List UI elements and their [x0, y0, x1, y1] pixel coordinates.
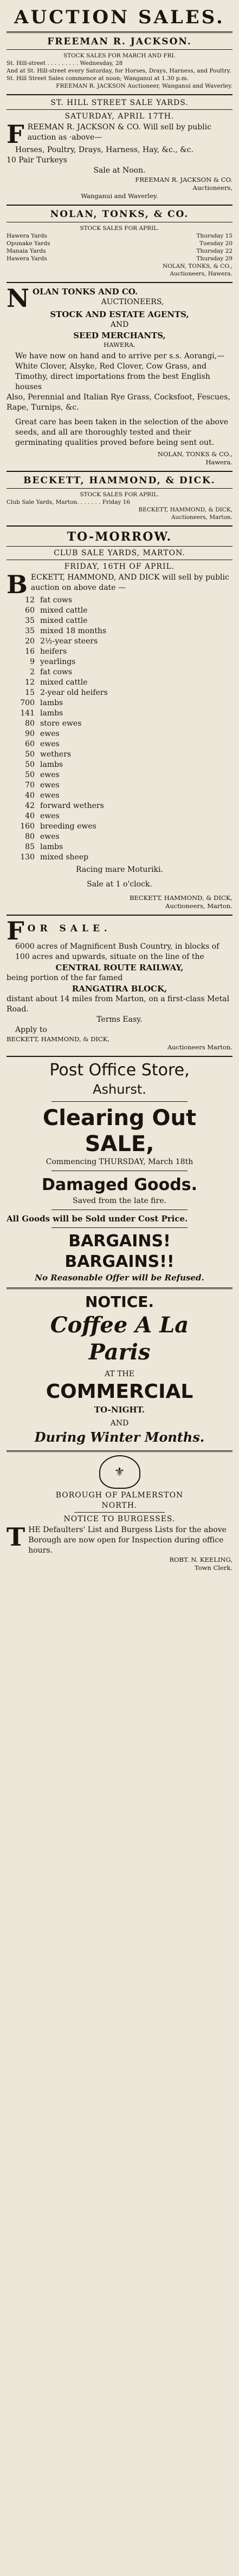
- ad-signature: ROBT. N. KEELING,: [169, 1556, 232, 1563]
- livestock-item: [7, 852, 232, 863]
- livestock-item: [7, 606, 232, 616]
- livestock-description: ewes: [40, 791, 60, 800]
- divider: [7, 488, 232, 489]
- livestock-item: [7, 822, 232, 832]
- day: Thursday 15: [196, 233, 232, 239]
- livestock-count: 42: [25, 801, 35, 810]
- drop-cap: T: [7, 1522, 25, 1552]
- livestock-description: fat cows: [40, 596, 73, 604]
- divider: [7, 915, 232, 916]
- livestock-description: mixed 18 months: [40, 627, 107, 635]
- ad-headline: Damaged Goods.: [42, 1175, 197, 1194]
- ad-heading: NOLAN, TONKS, & CO.: [50, 209, 189, 220]
- place: Hawera Yards: [7, 233, 47, 239]
- livestock-description: lambs: [40, 709, 63, 718]
- ad-intro: [7, 1522, 232, 1556]
- beckett-stock-ad: [7, 475, 232, 521]
- livestock-item: [7, 595, 232, 606]
- ad-signature: Auctioneers, Hawera.: [170, 271, 232, 277]
- livestock-description: breeding ewes: [40, 822, 96, 831]
- divider: [7, 525, 232, 527]
- sthill-ad: [7, 98, 232, 200]
- ad-headline: COMMERCIAL: [46, 1381, 193, 1403]
- ad-headline: BARGAINS!: [68, 1232, 171, 1251]
- page-title: AUCTION SALES.: [14, 6, 225, 28]
- ad-heading: FREEMAN R. JACKSON.: [47, 36, 192, 47]
- ad-signature: BECKETT, HAMMOND, & DICK,: [7, 1035, 110, 1043]
- schedule-row: [7, 255, 232, 262]
- ad-text: 10 Pair Turkeys: [7, 156, 67, 165]
- divider: [7, 31, 232, 33]
- ad-text: White Clover, Alsyke, Red Clover, Cow Grass, and Timothy, direct importations from the best English houses: [15, 362, 210, 391]
- livestock-count: 16: [25, 647, 35, 656]
- ad-sale-time: Sale at Noon.: [93, 166, 146, 175]
- place: Opunake Yards: [7, 240, 50, 247]
- livestock-description: heifers: [40, 647, 67, 656]
- divider: [7, 49, 232, 50]
- livestock-count: 141: [20, 709, 35, 718]
- nolan-seed-ad: [7, 286, 232, 466]
- ad-title-block: [7, 284, 232, 313]
- livestock-count: 50: [25, 750, 35, 759]
- ad-title: AND: [110, 320, 129, 329]
- livestock-description: lambs: [40, 760, 63, 769]
- divider: [7, 546, 232, 547]
- livestock-count: 40: [25, 812, 35, 820]
- schedule-row: [7, 247, 232, 255]
- livestock-item: [7, 719, 232, 729]
- livestock-description: ewes: [40, 812, 60, 820]
- ad-headline: Coffee A La: [50, 1312, 189, 1338]
- ad-place: Ashurst.: [93, 1082, 146, 1097]
- divider: [7, 94, 232, 95]
- livestock-description: yearlings: [40, 658, 76, 666]
- ad-text: St. Hill-street . . . . . . . . . Wednesday, 28: [7, 60, 123, 67]
- livestock-item: [7, 729, 232, 739]
- livestock-item: [7, 780, 232, 791]
- ad-text: Apply to: [15, 1026, 47, 1034]
- livestock-count: 90: [25, 730, 35, 738]
- ad-title: STOCK AND ESTATE AGENTS,: [50, 310, 189, 319]
- drop-cap: F: [7, 916, 24, 945]
- ad-signature: Auctioneers,: [192, 184, 232, 192]
- livestock-description: ewes: [40, 730, 60, 738]
- livestock-description: ewes: [40, 771, 60, 779]
- ad-text: Club Sale Yards, Marton. . . . . . . Friday 16: [7, 499, 131, 505]
- livestock-count: 2: [30, 668, 35, 676]
- ad-emphasis: CENTRAL ROUTE RAILWAY,: [55, 963, 184, 972]
- livestock-count: 20: [25, 637, 35, 646]
- livestock-item: [7, 678, 232, 688]
- drop-cap: B: [7, 570, 28, 599]
- ad-place: HAWERA.: [104, 341, 135, 349]
- ad-heading: BECKETT, HAMMOND, & DICK.: [23, 475, 216, 486]
- ad-signature: Auctioneers, Marton.: [171, 514, 232, 521]
- ad-signature: Hawera.: [205, 458, 232, 466]
- borough-seal-icon: ⚜: [99, 1455, 140, 1489]
- livestock-item: [7, 811, 232, 822]
- divider: [7, 1450, 232, 1452]
- livestock-item: [7, 801, 232, 811]
- ad-intro-text: HE Defaulters' List and Burgess Lists for the above Borough are now open for Inspection during office hours.: [28, 1526, 227, 1555]
- ad-text: TO-NIGHT.: [94, 1405, 145, 1415]
- livestock-description: mixed sheep: [40, 853, 89, 862]
- ad-signature: FREEMAN R. JACKSON & CO.: [135, 176, 232, 183]
- livestock-description: ewes: [40, 781, 60, 790]
- ad-heading: BOROUGH OF PALMERSTON: [55, 1491, 184, 1500]
- ad-sale-time: Sale at 1 o'clock.: [87, 880, 152, 889]
- ad-headline: BARGAINS!!: [64, 1252, 175, 1271]
- ad-text: AT THE: [105, 1370, 134, 1378]
- ad-subheading: STOCK SALES FOR APRIL.: [80, 491, 159, 498]
- livestock-count: 35: [25, 627, 35, 635]
- divider: [74, 1512, 165, 1513]
- day: Thursday 22: [196, 248, 232, 254]
- ad-text: AND: [110, 1419, 129, 1428]
- livestock-item: [7, 739, 232, 750]
- livestock-count: 60: [25, 606, 35, 615]
- ad-emphasis: RANGATIRA BLOCK,: [72, 984, 167, 994]
- ad-text: distant about 14 miles from Marton, on a first-class Metal Road.: [7, 995, 230, 1014]
- ad-title-block: [7, 916, 232, 945]
- livestock-count: 9: [30, 658, 35, 666]
- ad-text: And at St. Hill-street every Saturday, for Horses, Drays, Harness, and Poultry.: [7, 68, 231, 74]
- livestock-item: [7, 750, 232, 760]
- livestock-item: [7, 698, 232, 708]
- nolan-stock-ad: [7, 209, 232, 278]
- divider: [7, 471, 232, 472]
- ad-heading: NOTICE.: [85, 1293, 154, 1311]
- ad-title: OLAN TONKS AND CO.: [33, 287, 138, 297]
- livestock-item: [7, 832, 232, 842]
- ad-intro-text: REEMAN R. JACKSON & CO. Will sell by public auction as ·above—: [27, 123, 212, 142]
- notice-ad: [7, 1292, 232, 1446]
- divider: [7, 1056, 232, 1057]
- livestock-count: 12: [25, 678, 35, 687]
- divider: [51, 1227, 187, 1228]
- livestock-description: mixed cattle: [40, 606, 88, 615]
- livestock-description: 2½-year steers: [40, 637, 98, 646]
- ad-text: being portion of the far famed: [7, 974, 123, 982]
- livestock-item: [7, 616, 232, 626]
- ad-text: 6000 acres of Magnificent Bush Country, in blocks of 100 acres and upwards, situate on the line of the: [15, 942, 219, 961]
- divider: [7, 1287, 232, 1289]
- ad-heading: TO-MORROW.: [67, 530, 172, 544]
- livestock-description: lambs: [40, 843, 63, 851]
- livestock-count: 700: [20, 699, 35, 707]
- ad-signature: Town Clerk.: [194, 1564, 232, 1572]
- tomorrow-ad: [7, 530, 232, 910]
- divider: [7, 109, 232, 110]
- livestock-item: [7, 688, 232, 698]
- place: Hawera Yards: [7, 255, 47, 262]
- livestock-description: mixed cattle: [40, 616, 88, 625]
- livestock-description: mixed cattle: [40, 678, 88, 687]
- ad-date: SATURDAY, APRIL 17TH.: [64, 112, 175, 121]
- ad-headline: During Winter Months.: [34, 1429, 205, 1445]
- ad-intro: [7, 570, 232, 599]
- livestock-item: [7, 667, 232, 678]
- livestock-count: 80: [25, 832, 35, 841]
- livestock-count: 160: [20, 822, 35, 831]
- ad-text: Saved from the late fire.: [73, 1197, 166, 1205]
- ad-text: Racing mare Moturiki.: [76, 865, 163, 874]
- divider: [7, 205, 232, 206]
- livestock-count: 130: [20, 853, 35, 862]
- ad-text: All Goods will be Sold under Cost Price.: [7, 1214, 188, 1224]
- livestock-item: [7, 708, 232, 719]
- livestock-item: [7, 657, 232, 667]
- ad-text: St. Hill Street Sales commence at noon; Wanganui at 1.30 p.m.: [7, 75, 189, 82]
- livestock-count: 80: [25, 719, 35, 728]
- ad-signature: BECKETT, HAMMOND, & DICK,: [129, 894, 232, 902]
- ad-text: Great care has been taken in the selection of the above seeds, and all are thoroughly tested and their germinating qualities proved before being sent out.: [15, 418, 229, 447]
- ad-signature: BECKETT, HAMMOND, & DICK,: [138, 507, 232, 513]
- livestock-description: store ewes: [40, 719, 82, 728]
- livestock-count: 12: [25, 596, 35, 604]
- divider: [7, 282, 232, 283]
- livestock-item: [7, 636, 232, 647]
- ad-title: SEED MERCHANTS,: [73, 331, 166, 340]
- livestock-description: lambs: [40, 699, 63, 707]
- ad-text: No Reasonable Offer will be Refused.: [35, 1273, 204, 1283]
- ad-place: CLUB SALE YARDS, MARTON.: [54, 549, 185, 557]
- schedule-row: [7, 240, 232, 247]
- ad-signature: NOLAN, TONKS, & CO.,: [162, 263, 232, 270]
- livestock-item: [7, 760, 232, 770]
- livestock-description: forward wethers: [40, 801, 104, 810]
- livestock-count: 85: [25, 843, 35, 851]
- place: Manaia Yards: [7, 248, 46, 254]
- livestock-list: [7, 595, 232, 863]
- ad-signature: Auctioneers Marton.: [167, 1043, 232, 1051]
- ad-text: Terms Easy.: [96, 1015, 143, 1024]
- borough-ad: [7, 1455, 232, 1572]
- livestock-count: 35: [25, 616, 35, 625]
- livestock-item: [7, 842, 232, 852]
- ad-heading: NORTH.: [101, 1501, 138, 1510]
- ad-title: Post Office Store,: [49, 1061, 190, 1080]
- livestock-description: fat cows: [40, 668, 73, 676]
- ad-heading: ST. HILL STREET SALE YARDS.: [50, 98, 189, 107]
- ad-signature: NOLAN, TONKS & CO.,: [157, 450, 232, 458]
- ad-text: Also, Perennial and Italian Rye Grass, Cocksfoot, Fescues, Rape, Turnips, &c.: [7, 393, 230, 412]
- drop-cap: F: [7, 120, 24, 149]
- ad-headline: SALE,: [85, 1132, 154, 1156]
- day: Tuesday 20: [199, 240, 232, 247]
- livestock-count: 50: [25, 771, 35, 779]
- ad-heading: OR SALE.: [27, 923, 112, 934]
- ad-headline: Clearing Out: [42, 1106, 197, 1131]
- livestock-item: [7, 626, 232, 636]
- livestock-count: 70: [25, 781, 35, 790]
- ad-subheading: NOTICE TO BURGESSES.: [63, 1515, 176, 1523]
- ad-signature: Wanganui and Waverley.: [81, 192, 158, 200]
- livestock-item: [7, 770, 232, 780]
- livestock-count: 40: [25, 791, 35, 800]
- ad-text: We have now on hand and to arrive per s.s. Aorangi,—: [15, 352, 225, 360]
- ad-headline: Paris: [88, 1339, 151, 1365]
- ad-intro-text: ECKETT, HAMMOND, AND DICK will sell by public auction on above date —: [30, 573, 229, 592]
- ad-intro: [7, 120, 232, 149]
- drop-cap: N: [7, 284, 30, 313]
- ad-signature: Auctioneers, Marton.: [165, 902, 232, 910]
- livestock-count: 60: [25, 740, 35, 748]
- livestock-count: 50: [25, 760, 35, 769]
- forsale-ad: [7, 916, 232, 1052]
- livestock-description: wethers: [40, 750, 72, 759]
- ad-date: FRIDAY, 16TH OF APRIL.: [64, 562, 175, 571]
- livestock-item: [7, 647, 232, 657]
- schedule-row: [7, 232, 232, 240]
- day: Thursday 29: [196, 255, 232, 262]
- livestock-description: ewes: [40, 832, 60, 841]
- divider: [51, 1101, 187, 1102]
- ad-text: Horses, Poultry, Drays, Harness, Hay, &c., &c.: [15, 146, 193, 154]
- livestock-item: [7, 791, 232, 801]
- livestock-description: 2-year old heifers: [40, 688, 108, 697]
- ad-text: Commencing THURSDAY, March 18th: [46, 1158, 193, 1166]
- postoffice-ad: [7, 1060, 232, 1283]
- livestock-count: 15: [25, 688, 35, 697]
- livestock-description: ewes: [40, 740, 60, 748]
- ad-subheading: STOCK SALES FOR APRIL.: [80, 225, 159, 232]
- ad-signature: FREEMAN R. JACKSON Auctioneer, Wanganui and Waverley.: [56, 83, 232, 89]
- jackson-ad: [7, 36, 232, 90]
- ad-title: AUCTIONEERS,: [101, 298, 164, 306]
- ad-subheading: STOCK SALES FOR MARCH AND FRI.: [63, 52, 176, 59]
